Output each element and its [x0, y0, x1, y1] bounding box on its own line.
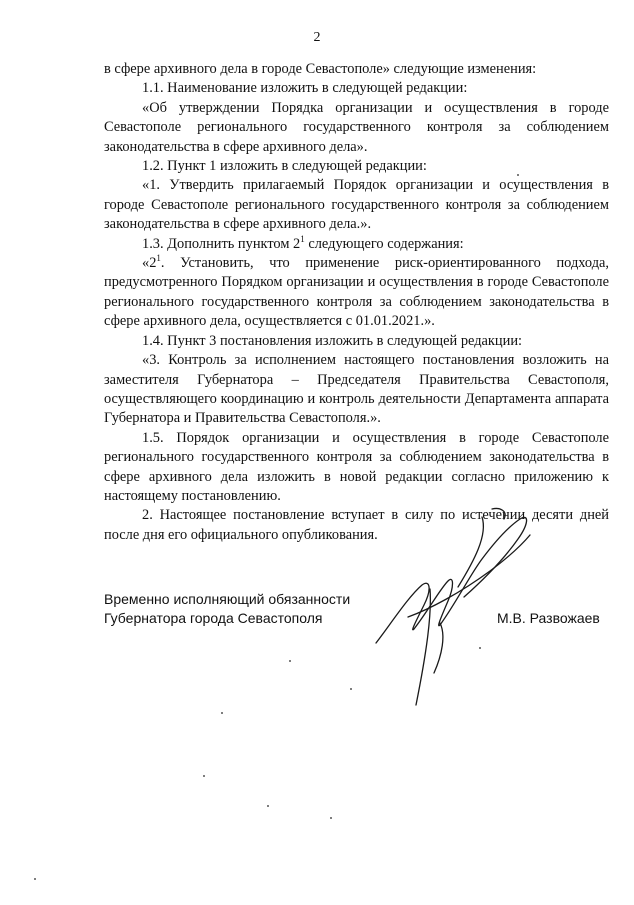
paragraph-1-2: 1.2. Пункт 1 изложить в следующей редакции: — [142, 158, 427, 175]
scan-speck — [289, 660, 291, 662]
paragraph-1-3-text — [104, 254, 609, 332]
paragraph-2: 2. Настоящее постановление вступает в силу по истечении десяти дней после дня его официального опубликования. — [104, 507, 609, 543]
signature-stroke — [434, 623, 443, 673]
scan-speck — [479, 647, 481, 649]
paragraph-1-3-text-part-a: «2 — [142, 255, 157, 272]
handwritten-signature — [370, 505, 550, 710]
signatory-name: М.В. Развожаев — [497, 610, 600, 626]
scan-speck — [34, 878, 36, 880]
superscript-mark: 1 — [300, 233, 305, 244]
document-body — [104, 60, 609, 545]
superscript-mark: 1 — [156, 253, 161, 264]
scan-speck — [517, 174, 519, 176]
signatory-position — [104, 590, 350, 628]
scan-speck — [203, 775, 205, 777]
paragraph-1-4-text: «3. Контроль за исполнением настоящего постановления возложить на заместителя Губернатора – Председателя Правительства Севастополя, осуществляющего координацию и контроль деятельности Департамента аппарата Губернатора и Правительства Севастополя.». — [104, 352, 609, 427]
signatory-position-line-2: Губернатора города Севастополя — [104, 610, 323, 626]
paragraph-1-1: 1.1. Наименование изложить в следующей редакции: — [142, 80, 468, 97]
paragraph-1-5: 1.5. Порядок организации и осуществления в городе Севастополе регионального государственного контроля за соблюдением законодательства в сфере архивного дела изложить в новой редакции согласно приложению к настоящему постановлению. — [104, 429, 609, 504]
scan-speck — [221, 712, 223, 714]
page-number: 2 — [313, 30, 321, 45]
signature-stroke — [492, 508, 505, 519]
paragraph-1-4: 1.4. Пункт 3 постановления изложить в следующей редакции: — [142, 332, 523, 349]
scan-speck — [350, 688, 352, 690]
paragraph-1-1-text: «Об утверждении Порядка организации и осуществления в городе Севастополе регионального государственного контроля за соблюдением законодательства в сфере архивного дела». — [104, 99, 609, 155]
paragraph-1-3-part-a: 1.3. Дополнить пунктом 2 — [142, 235, 301, 252]
signatory-position-line-1: Временно исполняющий обязанности — [104, 591, 351, 607]
paragraph-continuation: в сфере архивного дела в городе Севастополе» следующие изменения: — [104, 61, 537, 77]
paragraph-1-3-part-b: следующего содержания: — [304, 235, 464, 252]
scan-speck — [267, 805, 269, 807]
scan-speck — [330, 817, 332, 819]
paragraph-1-2-text: «1. Утвердить прилагаемый Порядок организации и осуществления в городе Севастополе регионального государственного контроля за соблюдением законодательства в сфере архивного дела.». — [104, 177, 609, 233]
paragraph-1-3 — [104, 235, 609, 254]
paragraph-1-3-text-part-b: . Установить, что применение риск-ориентированного подхода, предусмотренного Порядком организации и осуществления в городе Севастополе регионального государственного контроля за соблюдением законодательства в сфере архивного дела, осуществляется с 01.01.2021.». — [104, 255, 609, 330]
